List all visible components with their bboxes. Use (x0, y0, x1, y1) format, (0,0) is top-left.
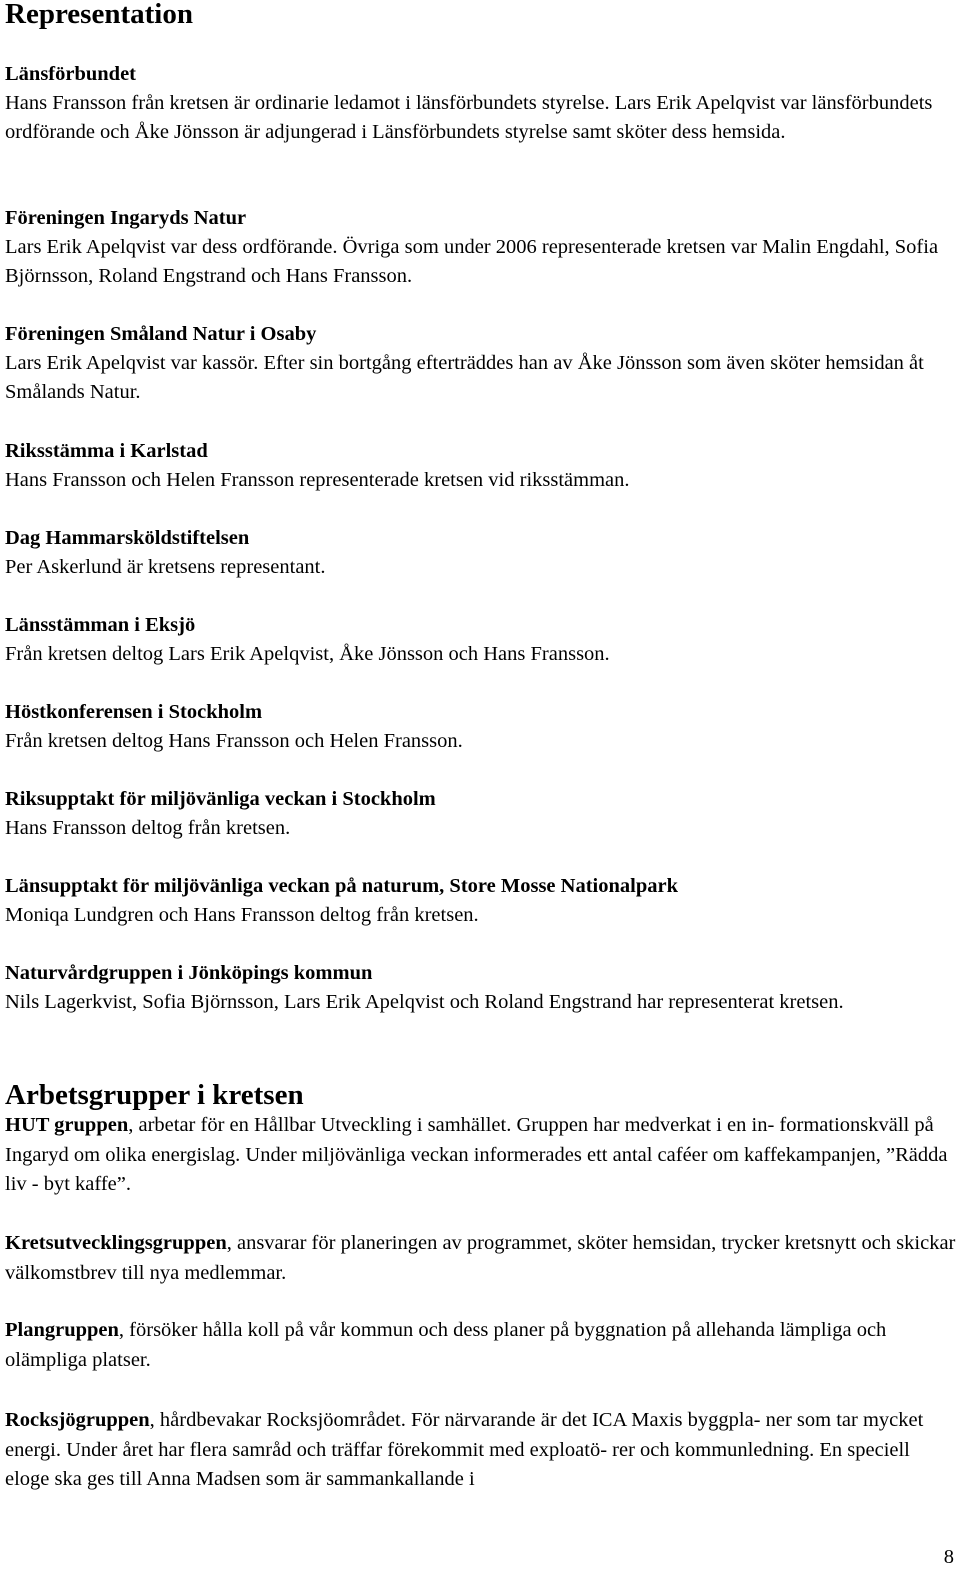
section-riksupptakt (5, 785, 953, 843)
section-heading: Länsupptakt för miljövänliga veckan på naturum, Store Mosse Nationalpark (5, 875, 678, 897)
group-text: , hårdbevakar Rocksjöområdet. För närvarande är det ICA Maxis byggpla- ner som tar mycket energi. Under året har flera samråd och träffar förekommit med exploatö- rer och kommunledning. En speciell eloge ska ges till Anna Madsen som är sammankallande i (5, 1409, 924, 1490)
section-smaland-natur (5, 320, 953, 407)
section-heading: Länsförbundet (5, 63, 137, 85)
section-lansforbundet (5, 60, 953, 147)
section-text: Hans Fransson deltog från kretsen. (5, 817, 291, 839)
section-text: Lars Erik Apelqvist var dess ordförande. Övriga som under 2006 representerade kretsen var Malin Engdahl, Sofia Björnsson, Roland Engstrand och Hans Fransson. (5, 236, 939, 287)
group-text: , försöker hålla koll på vår kommun och dess planer på byggnation på allehanda lämpliga och olämpliga platser. (5, 1319, 887, 1371)
group-rocksjogruppen (5, 1406, 957, 1495)
section-heading: Riksstämma i Karlstad (5, 440, 208, 462)
section-ingaryds-natur (5, 204, 953, 291)
page-number: 8 (943, 1546, 954, 1568)
section-text: Från kretsen deltog Lars Erik Apelqvist, Åke Jönsson och Hans Fransson. (5, 643, 610, 665)
section-heading: Höstkonferensen i Stockholm (5, 701, 263, 723)
section-text: Hans Fransson och Helen Fransson representerade kretsen vid riksstämman. (5, 469, 630, 491)
group-name: Rocksjögruppen (5, 1409, 150, 1431)
section-heading: Länsstämman i Eksjö (5, 614, 196, 636)
section-heading: Föreningen Småland Natur i Osaby (5, 323, 317, 345)
section-text: Lars Erik Apelqvist var kassör. Efter sin bortgång efterträddes han av Åke Jönsson som även sköter hemsidan åt Smålands Natur. (5, 352, 924, 403)
section-hostkonferensen (5, 698, 953, 756)
section-naturvardgruppen (5, 959, 953, 1017)
section-text: Från kretsen deltog Hans Fransson och Helen Fransson. (5, 730, 463, 752)
group-name: Plangruppen (5, 1319, 119, 1341)
section-text: Hans Fransson från kretsen är ordinarie ledamot i länsförbundets styrelse. Lars Erik Apelqvist var länsförbundets ordförande och Åke Jönsson är adjungerad i Länsförbundets styrelse samt sköter dess hemsida. (5, 92, 933, 143)
section-heading: Föreningen Ingaryds Natur (5, 207, 247, 229)
page-title: Representation (5, 0, 193, 30)
group-name: Kretsutvecklingsgruppen (5, 1232, 227, 1254)
group-hut (5, 1111, 957, 1200)
section-lansupptakt (5, 872, 953, 930)
group-plangruppen (5, 1316, 957, 1375)
section-heading: Naturvårdgruppen i Jönköpings kommun (5, 962, 373, 984)
group-text: , arbetar för en Hållbar Utveckling i samhället. Gruppen har medverkat i en in- formationskväll på Ingaryd om olika energislag. Under miljövänliga veckan informerades ett antal caféer om kaffekampanjen, ”Rädda liv - byt kaffe”. (5, 1114, 948, 1195)
section-subtitle: Arbetsgrupper i kretsen (5, 1079, 304, 1111)
section-lansstamman (5, 611, 953, 669)
section-text: Per Askerlund är kretsens representant. (5, 556, 326, 578)
group-name: HUT gruppen (5, 1114, 129, 1136)
section-riksstamma (5, 437, 953, 495)
section-heading: Dag Hammarsköldstiftelsen (5, 527, 250, 549)
group-text: , ansvarar för planeringen av programmet, sköter hemsidan, trycker kretsnytt och skickar välkomstbrev till nya medlemmar. (5, 1232, 956, 1284)
group-kretsutveckling (5, 1229, 957, 1288)
section-heading: Riksupptakt för miljövänliga veckan i Stockholm (5, 788, 436, 810)
section-text: Nils Lagerkvist, Sofia Björnsson, Lars Erik Apelqvist och Roland Engstrand har representerat kretsen. (5, 991, 844, 1013)
section-text: Moniqa Lundgren och Hans Fransson deltog från kretsen. (5, 904, 479, 926)
section-dag-hammarskold (5, 524, 953, 582)
